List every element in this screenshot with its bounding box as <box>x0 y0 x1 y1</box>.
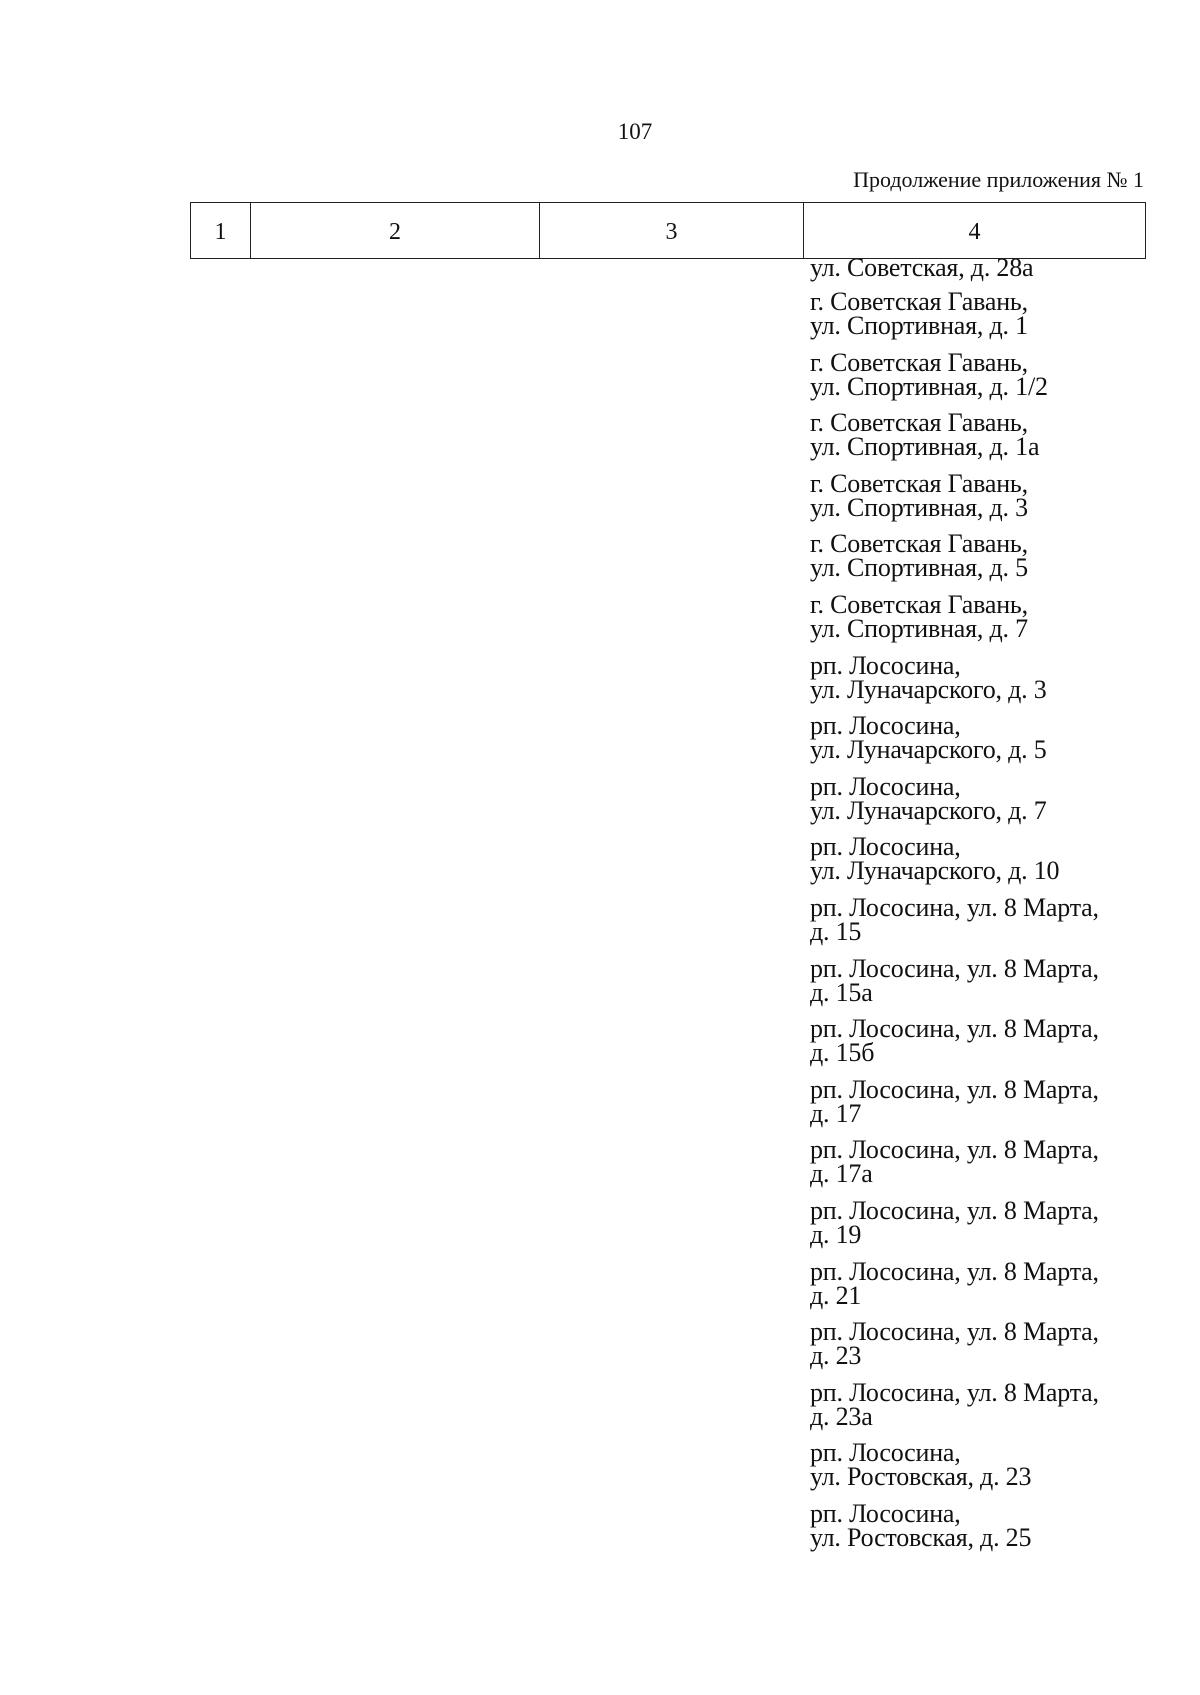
address-entry <box>810 532 1150 593</box>
address-list <box>810 290 1150 1562</box>
address-line: рп. Лососина, <box>810 653 961 680</box>
address-line: ул. Луначарского, д. 5 <box>810 735 1047 765</box>
address-line: ул. Луначарского, д. 3 <box>810 674 1047 704</box>
address-entry <box>810 1260 1150 1321</box>
column-header-3: 3 <box>540 203 804 258</box>
address-entry <box>810 1320 1150 1381</box>
address-line: д. 21 <box>810 1280 862 1310</box>
address-line: д. 17а <box>810 1159 873 1189</box>
address-line: ул. Ростовская, д. 23 <box>810 1462 1032 1492</box>
address-entry <box>810 654 1150 715</box>
address-line: рп. Лососина, <box>810 714 961 741</box>
address-line: г. Советская Гавань, <box>810 290 1028 316</box>
column-header-2: 2 <box>251 203 540 258</box>
address-line: г. Советская Гавань, <box>810 532 1028 559</box>
address-line: д. 15 <box>810 916 862 946</box>
address-entry <box>810 957 1150 1018</box>
address-line: д. 19 <box>810 1219 862 1249</box>
address-line: рп. Лососина, ул. 8 Марта, <box>810 956 1099 983</box>
address-line: рп. Лососина, ул. 8 Марта, <box>810 1138 1099 1165</box>
address-entry <box>810 896 1150 957</box>
address-entry <box>810 593 1150 654</box>
address-line: г. Советская Гавань, <box>810 350 1028 377</box>
address-entry <box>810 1502 1150 1563</box>
address-line: рп. Лососина, <box>810 1441 961 1468</box>
address-entry <box>810 472 1150 533</box>
address-entry <box>810 1441 1150 1502</box>
page-number: 107 <box>617 119 653 144</box>
address-line: рп. Лососина, <box>810 774 961 801</box>
address-line: д. 17 <box>810 1098 862 1128</box>
address-line: рп. Лососина, ул. 8 Марта, <box>810 1380 1099 1407</box>
address-line: д. 15а <box>810 977 873 1007</box>
address-line: д. 15б <box>810 1038 875 1068</box>
column-header-1: 1 <box>191 203 251 258</box>
address-line: рп. Лососина, ул. 8 Марта, <box>810 1017 1099 1044</box>
address-line: рп. Лососина, ул. 8 Марта, <box>810 895 1099 922</box>
address-line: рп. Лососина, <box>810 835 961 862</box>
address-line: г. Советская Гавань, <box>810 471 1028 498</box>
address-line: д. 23 <box>810 1341 862 1371</box>
address-entry <box>810 1078 1150 1139</box>
address-entry <box>810 1381 1150 1442</box>
address-line: ул. Спортивная, д. 1/2 <box>810 371 1048 401</box>
address-entry <box>810 714 1150 775</box>
address-line: ул. Спортивная, д. 1а <box>810 432 1040 462</box>
column-4-addresses <box>810 256 1150 1562</box>
address-entry <box>810 1138 1150 1199</box>
column-header-4: 4 <box>968 219 981 245</box>
address-line: рп. Лососина, ул. 8 Марта, <box>810 1077 1099 1104</box>
address-entry <box>810 290 1150 351</box>
address-line: ул. Ростовская, д. 25 <box>810 1522 1032 1552</box>
address-line: ул. Спортивная, д. 7 <box>810 613 1028 643</box>
address-entry <box>810 1017 1150 1078</box>
address-entry <box>810 351 1150 412</box>
address-line: ул. Спортивная, д. 3 <box>810 492 1028 522</box>
address-line: ул. Спортивная, д. 1 <box>810 311 1028 340</box>
address-line: ул. Спортивная, д. 5 <box>810 553 1028 583</box>
address-line: рп. Лососина, <box>810 1501 961 1528</box>
table-header <box>190 202 1146 259</box>
address-entry <box>810 411 1150 472</box>
address-line: ул. Советская, д. 28а <box>810 256 1034 282</box>
address-line: рп. Лососина, ул. 8 Марта, <box>810 1320 1099 1347</box>
address-line: г. Советская Гавань, <box>810 411 1028 438</box>
address-line: рп. Лососина, ул. 8 Марта, <box>810 1198 1099 1225</box>
address-entry <box>810 256 1150 290</box>
continuation-label: Продолжение приложения № 1 <box>853 167 1144 192</box>
address-line: г. Советская Гавань, <box>810 592 1028 619</box>
address-entry <box>810 835 1150 896</box>
address-line: рп. Лососина, ул. 8 Марта, <box>810 1259 1099 1286</box>
address-line: ул. Луначарского, д. 7 <box>810 795 1047 825</box>
address-line: д. 23а <box>810 1401 873 1431</box>
address-line: ул. Луначарского, д. 10 <box>810 856 1060 886</box>
address-entry <box>810 775 1150 836</box>
address-entry <box>810 1199 1150 1260</box>
